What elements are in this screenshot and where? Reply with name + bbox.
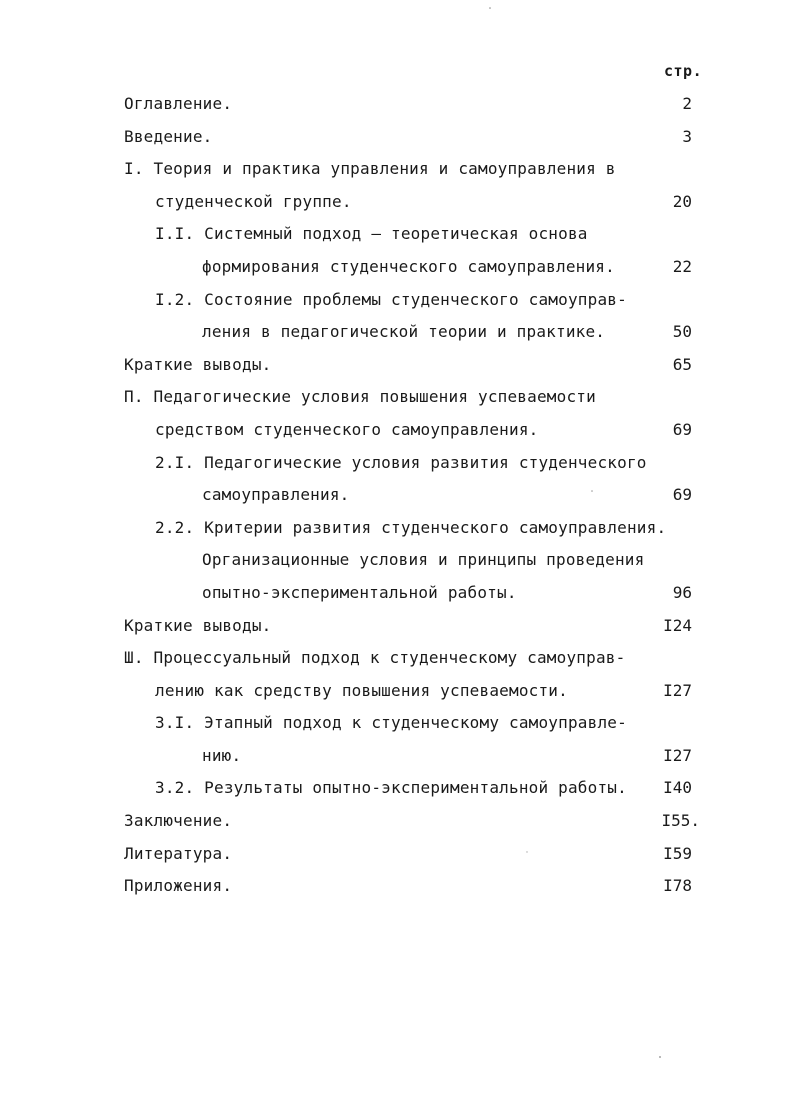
toc-entry [0, 577, 800, 610]
table-of-contents [0, 88, 800, 903]
toc-entry [0, 870, 800, 903]
toc-entry-title: Краткие выводы. [124, 615, 272, 635]
toc-entry-title: I. Теория и практика управления и самоуправления в [124, 159, 616, 179]
toc-entry-page: 3 [682, 126, 692, 146]
toc-entry-title: Оглавление. [124, 94, 233, 113]
toc-entry-page: I59 [663, 843, 692, 863]
toc-entry-page: 69 [672, 485, 692, 505]
toc-entry-title: П. Педагогические условия повышения успеваемости [124, 387, 596, 407]
toc-entry-page: I78 [663, 876, 692, 896]
scan-speck [659, 1056, 661, 1058]
toc-entry [0, 512, 800, 545]
toc-entry-title: Краткие выводы. [124, 354, 272, 374]
toc-entry [0, 381, 800, 414]
page-column-header: стр. [664, 62, 703, 80]
toc-entry [0, 284, 800, 317]
toc-entry [0, 186, 800, 219]
toc-entry-page: 2 [682, 94, 692, 113]
toc-entry-title: Введение. [124, 126, 213, 146]
toc-entry-title: 2.I. Педагогические условия развития студенческого [155, 452, 647, 472]
toc-entry [0, 447, 800, 480]
toc-entry-title: средством студенческого самоуправления. [155, 419, 539, 439]
toc-entry-title: формирования студенческого самоуправления. [202, 256, 615, 276]
toc-entry [0, 805, 800, 838]
toc-entry-title: Ш. Процессуальный подход к студенческому самоуправ- [124, 648, 626, 668]
toc-entry-page: 65 [672, 354, 692, 374]
toc-entry [0, 121, 800, 154]
toc-entry [0, 218, 800, 251]
toc-entry-title: Организационные условия и принципы проведения [202, 550, 645, 570]
toc-entry-page: I27 [663, 745, 692, 765]
toc-entry [0, 772, 800, 805]
toc-entry-title: опытно-экспериментальной работы. [202, 582, 517, 602]
toc-entry [0, 675, 800, 708]
toc-entry [0, 479, 800, 512]
toc-entry [0, 610, 800, 643]
scan-speck [489, 7, 491, 9]
toc-entry-page: 69 [672, 419, 692, 439]
toc-entry-page: I40 [663, 778, 692, 798]
toc-entry-title: 2.2. Критерии развития студенческого самоуправления. [155, 517, 667, 537]
toc-entry-title: самоуправления. [202, 485, 350, 505]
toc-entry [0, 316, 800, 349]
toc-entry-page: 50 [672, 322, 692, 342]
toc-entry [0, 88, 800, 121]
toc-entry-page: I24 [663, 615, 692, 635]
toc-entry-title: лению как средству повышения успеваемости. [155, 680, 568, 700]
toc-entry [0, 838, 800, 871]
toc-entry-title: 3.2. Результаты опытно-экспериментальной работы. [155, 778, 627, 798]
toc-entry-title: нию. [202, 745, 242, 765]
toc-entry-page: I27 [663, 680, 692, 700]
toc-entry [0, 642, 800, 675]
toc-entry [0, 740, 800, 773]
toc-entry-title: Приложения. [124, 876, 233, 896]
toc-entry-page: 22 [672, 256, 692, 276]
toc-entry-page: 96 [672, 582, 692, 602]
toc-entry-title: студенческой группе. [155, 191, 352, 211]
toc-entry [0, 153, 800, 186]
toc-entry [0, 349, 800, 382]
toc-entry [0, 707, 800, 740]
toc-entry [0, 251, 800, 284]
toc-entry-title: 3.I. Этапный подход к студенческому самоуправле- [155, 713, 627, 733]
toc-entry-page: 20 [672, 191, 692, 211]
toc-entry-page: I55. [661, 811, 700, 831]
toc-entry [0, 414, 800, 447]
toc-entry-title: I.I. Системный подход – теоретическая основа [155, 224, 588, 244]
toc-entry-title: I.2. Состояние проблемы студенческого самоуправ- [155, 289, 627, 309]
toc-entry [0, 544, 800, 577]
toc-entry-title: Заключение. [124, 811, 233, 831]
toc-entry-title: Литература. [124, 843, 233, 863]
toc-entry-title: ления в педагогической теории и практике. [202, 322, 606, 342]
